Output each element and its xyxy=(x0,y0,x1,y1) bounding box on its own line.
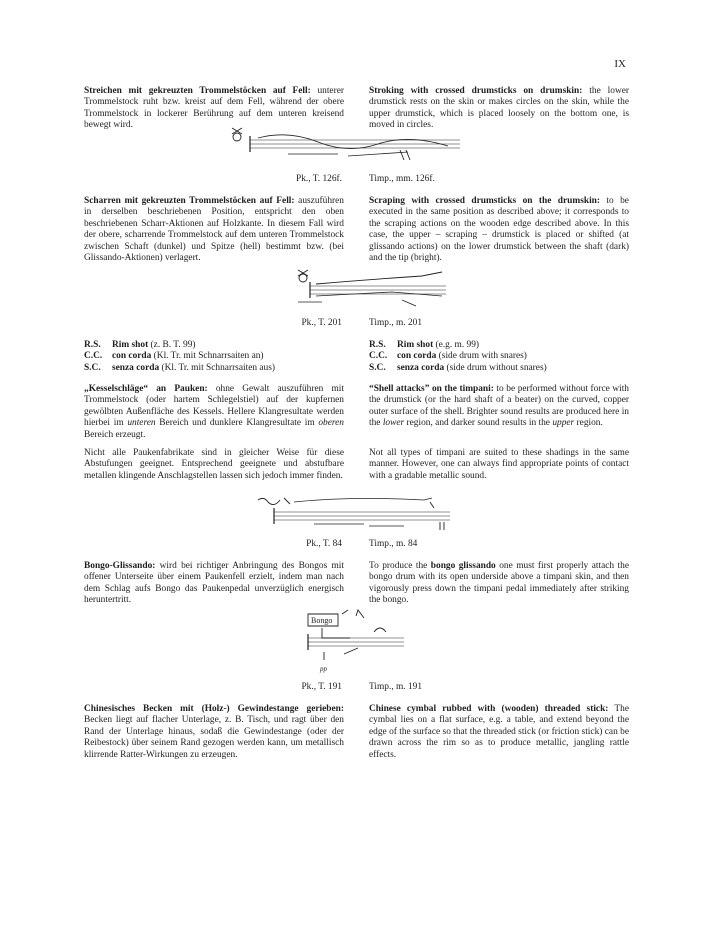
stroking-en-body: the lower drumstick rests on the skin or makes circles on the skin, while the upper drumstick, which is placed loosely on the bottom one, is moved in circles. xyxy=(369,86,629,131)
stroking-de-body: unterer Trommelstock ruht bzw. kreist auf dem Fell, während der obere Trommelstock in lockerer Berührung auf dem unteren kreisend bewegt wird. xyxy=(84,86,344,131)
abbr-note: (e.g. m. 99) xyxy=(433,340,480,350)
text-emphasis: oberen xyxy=(318,418,344,429)
text-run: region. xyxy=(574,418,603,429)
stroking-en-title: Stroking with crossed drumsticks on drumskin: xyxy=(369,86,583,96)
shell-attacks-en-title: “Shell attacks” on the timpani: xyxy=(369,384,494,394)
cymbal-de-title: Chinesisches Becken mit (Holz-) Gewindestange gerieben: xyxy=(84,704,344,714)
bongo-de-body: wird bei richtiger Anbringung des Bongos mit offener Unterseite über einem Paukenfell erzielt, indem man nach dem Schlag aufs Bongo das Paukenpedal unverzüglich energisch heruntertritt. xyxy=(84,561,344,606)
text-run: one must first properly attach the bongo drum with its open underside above a timpani skin, and then vigorously press down the timpani pedal immediately after striking the bongo. xyxy=(369,561,629,606)
abbreviations-de xyxy=(84,340,275,374)
abbr-row xyxy=(84,340,275,351)
bongo-caption-en: Timp., m. 191 xyxy=(369,682,423,692)
sketch-gliss xyxy=(324,648,358,660)
text-run: Bereich erzeugt. xyxy=(84,429,146,440)
abbr-key: R.S. xyxy=(84,340,101,350)
bongo-en-paragraph xyxy=(369,561,629,607)
text-run: To produce the xyxy=(369,561,431,571)
stroking-notation-figure xyxy=(228,124,468,164)
stroking-de-title: Streichen mit gekreuzten Trommelstöcken auf Fell: xyxy=(84,86,311,96)
scraping-caption-en: Timp., m. 201 xyxy=(369,318,423,328)
abbr-key: R.S. xyxy=(369,340,386,350)
sketch-slur xyxy=(294,498,432,502)
shell-attacks-en-paragraph xyxy=(369,384,629,430)
abbr-term: senza corda xyxy=(112,362,160,373)
sketch-shell-mark xyxy=(258,498,290,505)
text-emphasis: unteren xyxy=(127,418,156,429)
page-number: IX xyxy=(614,58,626,70)
scraping-caption-de: Pk., T. 201 xyxy=(301,318,342,328)
staff-lines xyxy=(308,638,404,646)
shell-attacks-en-paragraph-2: Not all types of timpani are suited to these shadings in the same manner. However, one can always find appropriate points of contact with a gradable metallic sound. xyxy=(369,448,629,481)
stroking-caption-de: Pk., T. 126f. xyxy=(295,174,342,184)
bongo-en-term: bongo glissando xyxy=(430,561,496,571)
bongo-sketch-label: Bongo xyxy=(311,616,333,625)
sketch-circle-mark xyxy=(233,133,241,141)
abbr-note: (side drum without snares) xyxy=(444,362,547,373)
cymbal-en-title: Chinese cymbal rubbed with (wooden) threaded stick: xyxy=(369,704,609,714)
cymbal-de-paragraph xyxy=(84,704,344,761)
abbr-key: C.C. xyxy=(84,351,103,362)
text-emphasis: upper xyxy=(552,418,575,429)
sketch-dynamics xyxy=(288,152,408,156)
text-run: region, and darker sound results in the xyxy=(404,418,553,429)
abbr-row xyxy=(369,363,547,374)
text-run: Bereich und dunklere Klangresultate im xyxy=(155,418,319,429)
scraping-de-title: Scharren mit gekreuzten Trommelstöcken auf Fell: xyxy=(84,196,295,206)
abbr-note: (z. B. T. 99) xyxy=(148,340,196,350)
bongo-sketch-dynamic: pp xyxy=(320,665,327,673)
sketch-marks xyxy=(342,610,364,618)
abbr-term: con corda xyxy=(112,351,152,362)
abbr-row xyxy=(84,351,275,362)
bongo-de-paragraph xyxy=(84,561,344,607)
cymbal-en-body: The cymbal lies on a flat surface, e.g. a table, and extend beyond the edge of the surface so that the threaded stick (or friction stick) can be drawn across the rim so as to produce metallic, jangling rattle effects. xyxy=(369,704,629,760)
bongo-notation-figure xyxy=(294,608,414,674)
cymbal-en-paragraph xyxy=(369,704,629,761)
shell-attacks-de-title: „Kesselschläge“ an Pauken: xyxy=(84,384,208,394)
text-run: to be performed without force with the drumstick (or the hard shaft of a beater) on the curved, copper outer surface of the shell. Brighter sound results are produced here in the xyxy=(369,384,629,429)
sketch-dynamics xyxy=(314,524,404,526)
scraping-de-body: auszuführen in derselben beschriebenen Position, entspricht den oben beschriebenen Scharr-Aktionen auf Holzkante. In diesem Fall wird der obere, scharrende Trommelstock auf dem unteren Trommelstock zwischen Schaft (dunkel) und Spitze (hell) bestimmt bzw. (bei Glissando-Aktionen) verlagert. xyxy=(84,196,344,264)
scraping-en-body: to be executed in the same position as described above; it corresponds to the scraping actions on the wooden edge described above. In this case, the upper – scraping – drumstick is placed or shifted (at glissando actions) on the lower drumstick between the shaft (dark) and the tip (bright). xyxy=(369,196,629,264)
abbreviations-en xyxy=(369,340,547,374)
scraping-de-paragraph xyxy=(84,196,344,264)
sketch-dynamics xyxy=(298,300,416,306)
shell-attacks-notation-figure xyxy=(254,494,454,534)
abbr-note: (side drum with snares) xyxy=(436,351,527,362)
abbr-row xyxy=(84,363,275,374)
abbr-term: con corda xyxy=(397,351,437,362)
bongo-caption-de: Pk., T. 191 xyxy=(301,682,342,692)
cymbal-de-body: Becken liegt auf flacher Unterlage, z. B. Tisch, und ragt über den Rand der Unterlage hinaus, sodaß die Gewindestange (oder der Reibestock) über seinem Rand gezogen werden kann, um metallisch klirrende Ratter-Wirkungen zu erzeugen. xyxy=(84,715,344,760)
staff-lines xyxy=(274,512,450,520)
stroking-caption-en: Timp., mm. 126f. xyxy=(369,174,435,184)
shell-attacks-caption-en: Timp., m. 84 xyxy=(369,539,418,549)
abbr-note: (Kl. Tr. mit Schnarrsaiten aus) xyxy=(159,362,276,373)
shell-attacks-caption-de: Pk., T. 84 xyxy=(306,539,342,549)
sketch-cross-mark xyxy=(298,270,308,276)
abbr-term: senza corda xyxy=(397,362,445,373)
abbr-term: Rim shot xyxy=(112,340,149,350)
shell-attacks-de-paragraph xyxy=(84,384,344,441)
abbr-term: Rim shot xyxy=(397,340,434,350)
scraping-notation-figure xyxy=(292,266,452,312)
abbr-note: (Kl. Tr. mit Schnarrsaiten an) xyxy=(151,351,264,362)
abbr-row xyxy=(369,340,547,351)
bongo-de-title: Bongo-Glissando: xyxy=(84,561,156,571)
abbr-key: C.C. xyxy=(369,351,388,362)
sketch-gesture-line xyxy=(258,135,448,149)
text-emphasis: lower xyxy=(382,418,405,429)
abbr-row xyxy=(369,351,547,362)
scraping-en-paragraph xyxy=(369,196,629,264)
shell-attacks-de-paragraph-2: Nicht alle Paukenfabrikate sind in gleicher Weise für diese Abstufungen geeignet. Entsprechend geeignete und abstufbare metallen klingende Anschlagstellen lassen sich jedoch immer finden. xyxy=(84,448,344,481)
sketch-bongo-attack xyxy=(322,628,386,638)
sketch-accent xyxy=(400,150,410,160)
text-run: ohne Gewalt auszuführen mit Trommelstock (oder hartem Schlegelstiel) auf der kupfernen gewölbten Außenfläche des Kessels. Hellere Klangresultate werden hierbei im xyxy=(84,384,344,429)
abbr-key: S.C. xyxy=(369,362,386,373)
sketch-gliss-line xyxy=(316,272,442,284)
abbr-key: S.C. xyxy=(84,362,101,373)
scraping-en-title: Scraping with crossed drumsticks on the drumskin: xyxy=(369,196,601,206)
